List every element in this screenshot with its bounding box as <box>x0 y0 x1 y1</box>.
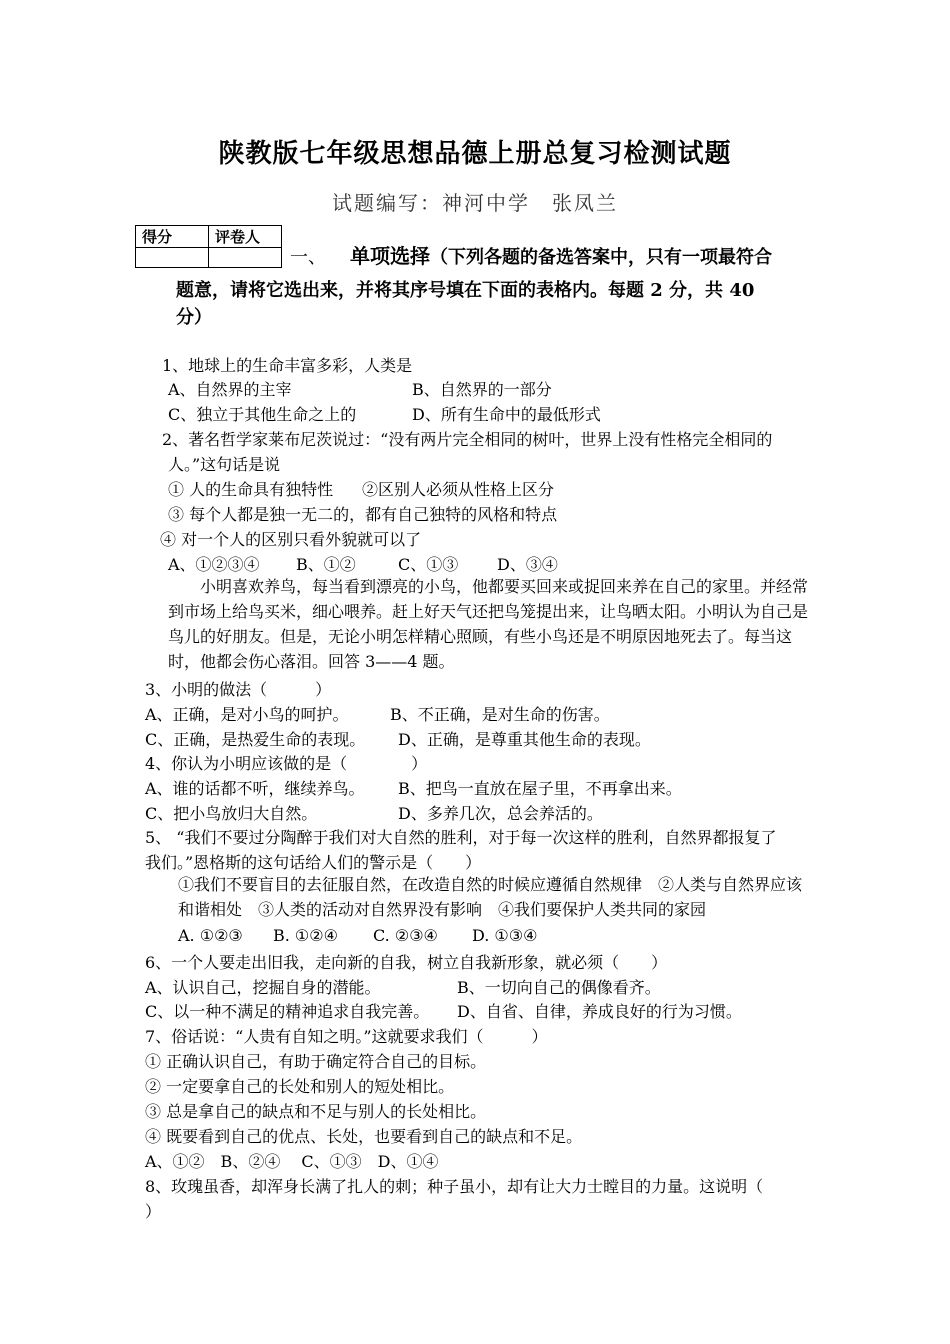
q7-statement-2: ② 一定要拿自己的长处和别人的短处相比。 <box>145 1077 455 1096</box>
q1-option-b: B、自然界的一部分 <box>412 380 552 399</box>
q3-option-c: C、正确，是热爱生命的表现。 <box>145 730 366 749</box>
q1-stem: 1、地球上的生命丰富多彩，人类是 <box>162 356 413 375</box>
q5-option-c: C. ②③④ <box>373 926 438 945</box>
q1-option-d: D、所有生命中的最低形式 <box>412 405 601 424</box>
q1-option-a: A、自然界的主宰 <box>168 380 292 399</box>
q2-option-d: D、③④ <box>497 555 558 574</box>
q2-statement-3: ③ 每个人都是独一无二的，都有自己独特的风格和特点 <box>168 505 558 524</box>
reading-passage: 小明喜欢养鸟，每当看到漂亮的小鸟，他都要买回来或捉回来养在自己的家里。并经常到市场上给鸟买米，细心喂养。赶上好天气还把鸟笼提出来，让鸟晒太阳。小明认为自己是鸟儿的好朋友。但是，无论小明怎样精心照顾，有些小鸟还是不明原因地死去了。每当这时，他都会伤心落泪。回答 3——4 题。 <box>168 577 809 671</box>
section-number: 一、 <box>290 247 326 268</box>
q2-stem-1: 2、著名哲学家莱布尼茨说过：“没有两片完全相同的树叶，世界上没有性格完全相同的 <box>162 430 773 449</box>
section-instruction-1: （下列各题的备选答案中，只有一项最符合 <box>430 247 772 268</box>
q2-statement-1: ① 人的生命具有独特性 <box>168 480 334 499</box>
q6-option-c: C、以一种不满足的精神追求自我完善。 <box>145 1002 430 1021</box>
q8-stem-1: 8、玫瑰虽香，却浑身长满了扎人的刺；种子虽小，却有让大力士瞠目的力量。这说明（ <box>145 1177 764 1196</box>
section-name: 单项选择 <box>350 244 430 268</box>
q5-statements: ①我们不要盲目的去征服自然，在改造自然的时候应遵循自然规律 ②人类与自然界应该和谐相处 ③人类的活动对自然界没有影响 ④我们要保护人类共同的家园 <box>178 875 803 919</box>
q5-option-d: D. ①③④ <box>472 926 538 945</box>
q8-stem-2: ） <box>145 1202 162 1221</box>
section-instruction-3: 分） <box>176 307 212 328</box>
q2-option-c: C、①③ <box>398 555 459 574</box>
author-line: 试题编写：神河中学 张凤兰 <box>332 191 618 215</box>
q7-statement-3: ③ 总是拿自己的缺点和不足与别人的长处相比。 <box>145 1102 487 1121</box>
q3-option-a: A、正确，是对小鸟的呵护。 <box>145 705 349 724</box>
q7-options: A、①② B、②④ C、①③ D、①④ <box>145 1152 439 1171</box>
section-heading <box>290 240 772 269</box>
q3-option-d: D、正确，是尊重其他生命的表现。 <box>398 730 651 749</box>
q5-stem-2: 我们。”恩格斯的这句话给人们的警示是（ ） <box>145 853 482 872</box>
grader-cell[interactable] <box>209 248 282 268</box>
q4-option-b: B、把鸟一直放在屋子里，不再拿出来。 <box>398 779 682 798</box>
q6-option-d: D、自省、自律，养成良好的行为习惯。 <box>457 1002 742 1021</box>
q4-stem: 4、你认为小明应该做的是（ ） <box>145 754 428 773</box>
q4-option-c: C、把小鸟放归大自然。 <box>145 804 318 823</box>
q5-stem-1: 5、 “我们不要过分陶醉于我们对大自然的胜利，对于每一次这样的胜利，自然界都报复了 <box>145 828 777 847</box>
score-cell[interactable] <box>136 248 209 268</box>
q2-statement-2: ②区别人必须从性格上区分 <box>362 480 555 499</box>
score-header: 得分 <box>136 226 209 248</box>
q4-option-a: A、谁的话都不听，继续养鸟。 <box>145 779 365 798</box>
q2-option-a: A、①②③④ <box>168 555 260 574</box>
q3-option-b: B、不正确，是对生命的伤害。 <box>390 705 610 724</box>
q3-stem: 3、小明的做法（ ） <box>145 680 332 699</box>
section-instruction-2: 题意，请将它选出来，并将其序号填在下面的表格内。每题 2 分，共 40 <box>176 280 755 301</box>
score-table <box>135 225 282 268</box>
q6-option-a: A、认识自己，挖掘自身的潜能。 <box>145 978 381 997</box>
grader-header: 评卷人 <box>209 226 282 248</box>
q2-stem-2: 人。”这句话是说 <box>168 455 281 474</box>
q7-statement-1: ① 正确认识自己，有助于确定符合自己的目标。 <box>145 1052 487 1071</box>
q2-statement-4: ④ 对一个人的区别只看外貌就可以了 <box>160 530 422 549</box>
q4-option-d: D、多养几次，总会养活的。 <box>398 804 603 823</box>
q1-option-c: C、独立于其他生命之上的 <box>168 405 357 424</box>
q2-option-b: B、①② <box>296 555 356 574</box>
q7-stem: 7、俗话说：“人贵有自知之明。”这就要求我们（ ） <box>145 1027 548 1046</box>
q6-option-b: B、一切向自己的偶像看齐。 <box>457 978 661 997</box>
q5-option-a: A. ①②③ <box>178 926 243 945</box>
q7-statement-4: ④ 既要看到自己的优点、长处，也要看到自己的缺点和不足。 <box>145 1127 583 1146</box>
q5-option-b: B. ①②④ <box>273 926 338 945</box>
page-title: 陕教版七年级思想品德上册总复习检测试题 <box>218 139 732 169</box>
q6-stem: 6、一个人要走出旧我，走向新的自我，树立自我新形象，就必须（ ） <box>145 953 668 972</box>
